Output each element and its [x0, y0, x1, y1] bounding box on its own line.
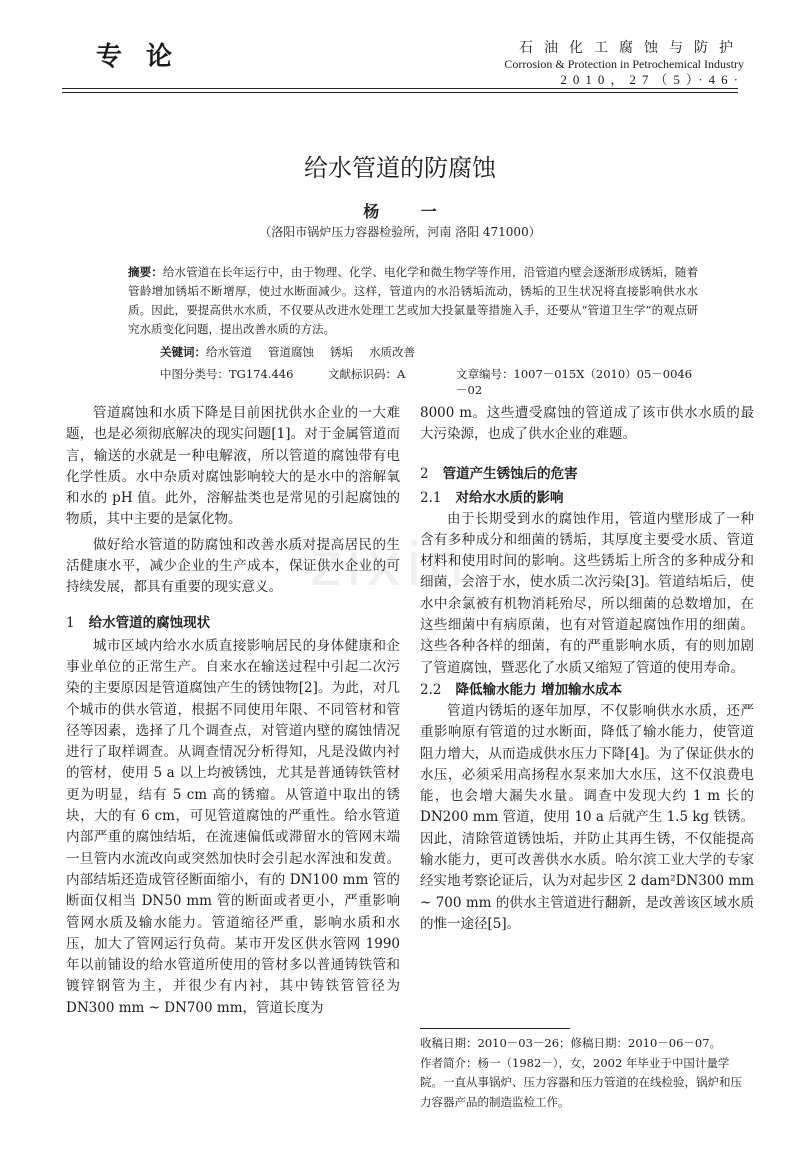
watermark: zixin: [310, 530, 469, 600]
subsection-heading: 2.1 对给水水质的影响: [420, 489, 564, 506]
abstract-label: 摘要：: [128, 265, 163, 279]
footnote-author: [420, 1054, 750, 1113]
section-heading: 2 管道产生锈蚀后的危害: [420, 465, 578, 482]
footnote-author-label: 作者简介：: [420, 1055, 478, 1070]
footnote-author-bio: 杨一（1982－），女，2002 年毕业于中国计量学院。一直从事锅炉、压力容器和压力管道的在线检验，锅炉和压力容器产品的制造监检工作。: [420, 1055, 742, 1109]
article-number: 文章编号：1007－015X（2010）05－0046－02: [456, 367, 693, 397]
keyword: 管道腐蚀: [268, 345, 314, 359]
journal-issue: 2010，27（5）·46·: [560, 72, 744, 87]
classification-line: [160, 366, 700, 397]
subsection-heading: 2.2 降低输水能力 增加输水成本: [420, 681, 623, 698]
keywords-label: 关键词：: [160, 345, 206, 359]
body-paragraph: 管道腐蚀和水质下降是目前困扰供水企业的一大难题，也是必须彻底解决的现实问题[1]。对于金属管道而言，输送的水就是一种电解液，所以管道的腐蚀带有电化学性质。水中杂质对腐蚀影响较大的是水中的溶解氧和水的 pH 值。此外，溶解盐类也是常见的引起腐蚀的物质，其中主要的是氯化物。: [66, 405, 400, 528]
body-paragraph: 城市区域内给水水质直接影响居民的身体健康和企事业单位的正常生产。自来水在输送过程中引起二次污染的主要原因是管道腐蚀产生的锈蚀物[2]。为此，对几个城市的供水管道，根据不同使用年限、不同管材和管径等因素，选择了几个调查点，对管道内壁的腐蚀情况进行了取样调查。从调查情况分析得知，凡是没做内衬的管材，使用 5 a 以上均被锈蚀，尤其是普通铸铁管材更为明显，结有 5 cm 高的锈瘤。从管道中取出的锈块，大的有 6 cm，可见管道腐蚀的严重性。给水管道内部严重的腐蚀结垢，在流速偏低或滞留水的管网末端一旦管内水流改向或突然加快时会引起水浑浊和发黄。内部结垢还造成管径断面缩小，有的 DN100 mm 管的断面仅相当 DN50 mm 管的断面或者更小，严重影响管网水质及输水能力。管道缩径严重，影响水质和水压，加大了管网运行负荷。某市开发区供水管网 1990 年以前铺设的给水管道所使用的管材多以普通铸铁管和镀锌钢管为主，并很少有内衬，其中铸铁管管径为 DN300 mm ~ DN700 mm，管道长度为: [66, 637, 400, 1016]
keyword: 水质改善: [369, 345, 415, 359]
journal-name-en: Corrosion & Protection in Petrochemical Industry: [504, 57, 744, 71]
section-tag: 专论: [96, 42, 197, 72]
keywords: [160, 344, 431, 360]
body-paragraph: 由于长期受到水的腐蚀作用，管道内壁形成了一种含有多种成分和细菌的锈垢，其厚度主要受水质、管道材料和使用时间的影响。这些锈垢上所含的多种成分和细菌，会溶于水，使水质二次污染[3]。管道结垢后，使水中余氯被有机物消耗殆尽，所以细菌的总数增加，在这些细菌中有病原菌，也有对管道起腐蚀作用的细菌。这些各种各样的细菌，有的严重影响水质，有的则加剧了管道腐蚀，暨恶化了水质又缩短了管道的使用寿命。: [420, 510, 754, 676]
left-column: [66, 403, 400, 1019]
keyword: 给水管道: [206, 345, 252, 359]
clc-number: 中图分类号：TG174.446: [160, 367, 294, 381]
keyword: 锈垢: [330, 345, 353, 359]
abstract-text: 给水管道在长年运行中，由于物理、化学、电化学和微生物学等作用，沿管道内壁会逐渐形成锈垢，随着管龄增加锈垢不断增厚，使过水断面减少。这样，管道内的水沿锈垢流动，锈垢的卫生状况将直接影响供水水质。因此，要提高供水水质，不仅要从改进水处理工艺或加大投氯量等措施入手，还要从“管道卫生学”的观点研究水质变化问题，提出改善水质的方法。: [128, 265, 698, 336]
article-title: 给水管道的防腐蚀: [304, 154, 496, 182]
document-code: 文献标识码：A: [328, 367, 406, 381]
article-affiliation: （洛阳市锅炉压力容器检验所，河南 洛阳 471000）: [259, 225, 541, 239]
footnote-dates: 收稿日期：2010－03－26；修稿日期：2010－06－07。: [420, 1036, 722, 1050]
article-author: 杨 一: [363, 202, 455, 221]
right-column: [420, 403, 754, 935]
section-heading: 1 给水管道的腐蚀现状: [66, 614, 211, 631]
journal-name-cn: 石油化工腐蚀与防护: [519, 40, 744, 56]
header-rule-bottom: [62, 92, 738, 93]
abstract: [128, 263, 698, 339]
body-paragraph: 做好给水管道的防腐蚀和改善水质对提高居民的生活健康水平，减少企业的生产成本，保证供水企业的可持续发展，都具有重要的现实意义。: [66, 536, 400, 596]
footnote: [420, 1034, 750, 1112]
body-paragraph: 管道内锈垢的逐年加厚，不仅影响供水水质，还严重影响原有管道的过水断面，降低了输水能力，使管道阻力增大，从而造成供水压力下降[4]。为了保证供水的水压，必须采用高扬程水泵来加大水压，这不仅浪费电能，也会增大漏失水量。调查中发现大约 1 m 长的 DN200 mm 管道，使用 10 a 后就产生 1.5 kg 铁锈。因此，清除管道锈蚀垢，并防止其再生锈，不仅能提高输水能力，更可改善供水水质。哈尔滨工业大学的专家经实地考察论证后，认为对起步区 2 dam²DN300 mm ~ 700 mm 的供水主管道进行翻新，是改善该区域水质的惟一途径[5]。: [420, 702, 754, 932]
body-paragraph: 8000 m。这些遭受腐蚀的管道成了该市供水水质的最大污染源，也成了供水企业的难题。: [420, 405, 754, 443]
footnote-rule: [420, 1028, 570, 1029]
journal-header: [504, 40, 744, 88]
header-rule-top: [62, 88, 738, 89]
